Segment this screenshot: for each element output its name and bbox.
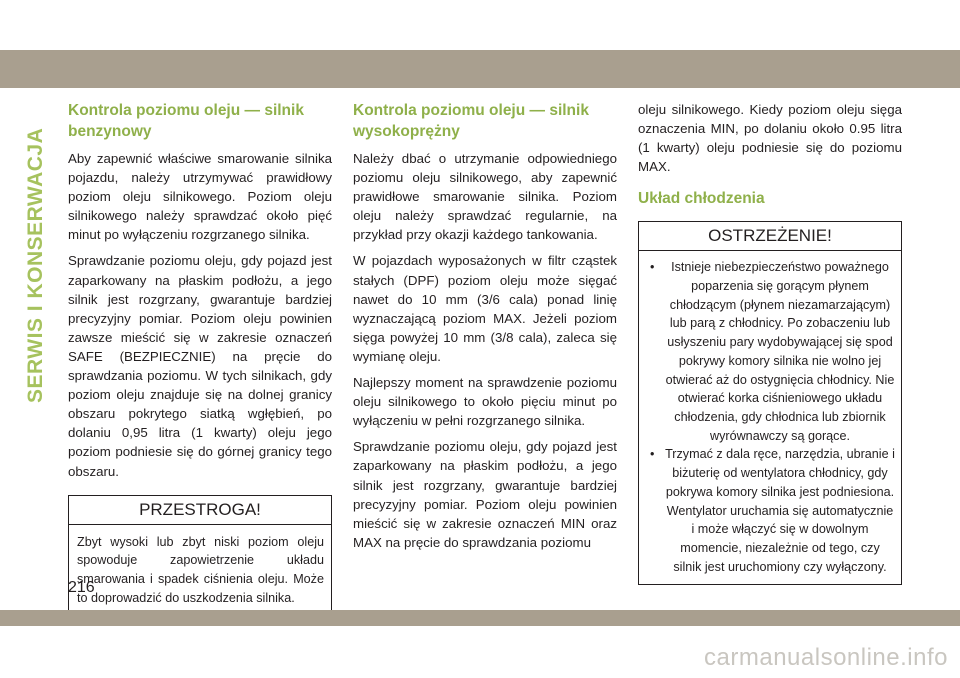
page-number: 216 bbox=[68, 579, 95, 596]
warning-box bbox=[638, 221, 902, 585]
paragraph: oleju silnikowego. Kiedy poziom oleju sięga oznaczenia MIN, po dolaniu około 0.95 litra (1 kwarty) oleju podniesie się do poziomu MAX. bbox=[638, 102, 902, 175]
column-3 bbox=[638, 100, 902, 585]
section-side-label: SERWIS I KONSERWACJA bbox=[24, 127, 47, 403]
heading-diesel-oil-check: Kontrola poziomu oleju — silnik wysokoprężny bbox=[353, 102, 589, 140]
header-band bbox=[0, 50, 960, 88]
footer-band bbox=[0, 610, 960, 626]
paragraph: Najlepszy moment na sprawdzenie poziomu oleju silnikowego to około pięciu minut po wyłączeniu w pełni rozgrzanego silnika. bbox=[353, 375, 617, 429]
column-1 bbox=[68, 100, 332, 617]
paragraph: Należy dbać o utrzymanie odpowiedniego poziomu oleju silnikowego, aby zapewnić prawidłowe smarowanie silnika. Poziom oleju należy sprawdzać regularnie, na przykład przy okazji każdego tankowania. bbox=[353, 151, 617, 243]
warning-item: • Istnieje niebezpieczeństwo poważnego poparzenia się gorącym płynem chłodzącym (płynem niezamarzającym) lub parą z chłodnicy. Po zobaczeniu lub usłyszeniu pary wydobywającej się spod pokrywy komory silnika nie wolno jej otwierać aż do ostygnięcia chłodnicy. Nie otwierać korka ciśnieniowego układu chłodzenia, gdy chłodnica lub zbiornik wyrównawczy są gorące. bbox=[645, 258, 895, 445]
paragraph: W pojazdach wyposażonych w filtr cząstek stałych (DPF) poziom oleju może sięgać nawet do 10 mm (3/6 cala) ponad linię wyznaczającą poziom MAX. Jeżeli poziom sięga powyżej 10 mm (3/8 cala), zaleca się wymianę oleju. bbox=[353, 253, 617, 364]
warning-title: OSTRZEŻENIE! bbox=[639, 222, 901, 251]
heading-petrol-oil-check: Kontrola poziomu oleju — silnik benzynowy bbox=[68, 102, 304, 140]
column-2 bbox=[353, 100, 617, 559]
watermark: carmanualsonline.info bbox=[704, 644, 948, 671]
paragraph: Sprawdzanie poziomu oleju, gdy pojazd jest zaparkowany na płaskim podłożu, a jego silnik jest rozgrzany, gwarantuje bardziej precyzyjny pomiar. Poziom oleju powinien mieścić się w zakresie oznaczeń MIN oraz MAX na pręcie do sprawdzania poziomu bbox=[353, 439, 617, 550]
heading-cooling-system: Układ chłodzenia bbox=[638, 190, 765, 208]
warning-list bbox=[645, 258, 895, 576]
caution-text: Zbyt wysoki lub zbyt niski poziom oleju spowoduje zapowietrzenie układu smarowania i spadek ciśnienia oleju. Może to doprowadzić do uszkodzenia silnika. bbox=[77, 534, 324, 605]
paragraph: Sprawdzanie poziomu oleju, gdy pojazd jest zaparkowany na płaskim podłożu, a jego silnik jest rozgrzany, gwarantuje bardziej precyzyjny pomiar. Poziom oleju powinien zawsze mieścić się w zakresie oznaczeń SAFE (BEZPIECZNIE) na pręcie do sprawdzania poziomu. W tych silnikach, gdy poziom oleju znajduje się na dolnej granicy obszaru pokrytego siatką wgłębień, po dolaniu 0,95 litra (1 kwarty) oleju jego poziom podniesie się do górnej granicy tego obszaru. bbox=[68, 253, 332, 479]
paragraph: Aby zapewnić właściwe smarowanie silnika pojazdu, należy utrzymywać prawidłowy poziom oleju silnikowego. Poziom oleju silnikowego należy sprawdzać około pięć minut po wyłączeniu rozgrzanego silnika. bbox=[68, 151, 332, 243]
warning-item: • Trzymać z dala ręce, narzędzia, ubranie i biżuterię od wentylatora chłodnicy, gdy pokrywa komory silnika jest podniesiona. Wentylator uruchamia się automatycznie i może włączyć się w dowolnym momencie, niezależnie od tego, czy silnik jest uruchomiony czy wyłączony. bbox=[645, 445, 895, 576]
caution-box bbox=[68, 495, 332, 618]
caution-title: PRZESTROGA! bbox=[69, 496, 331, 525]
